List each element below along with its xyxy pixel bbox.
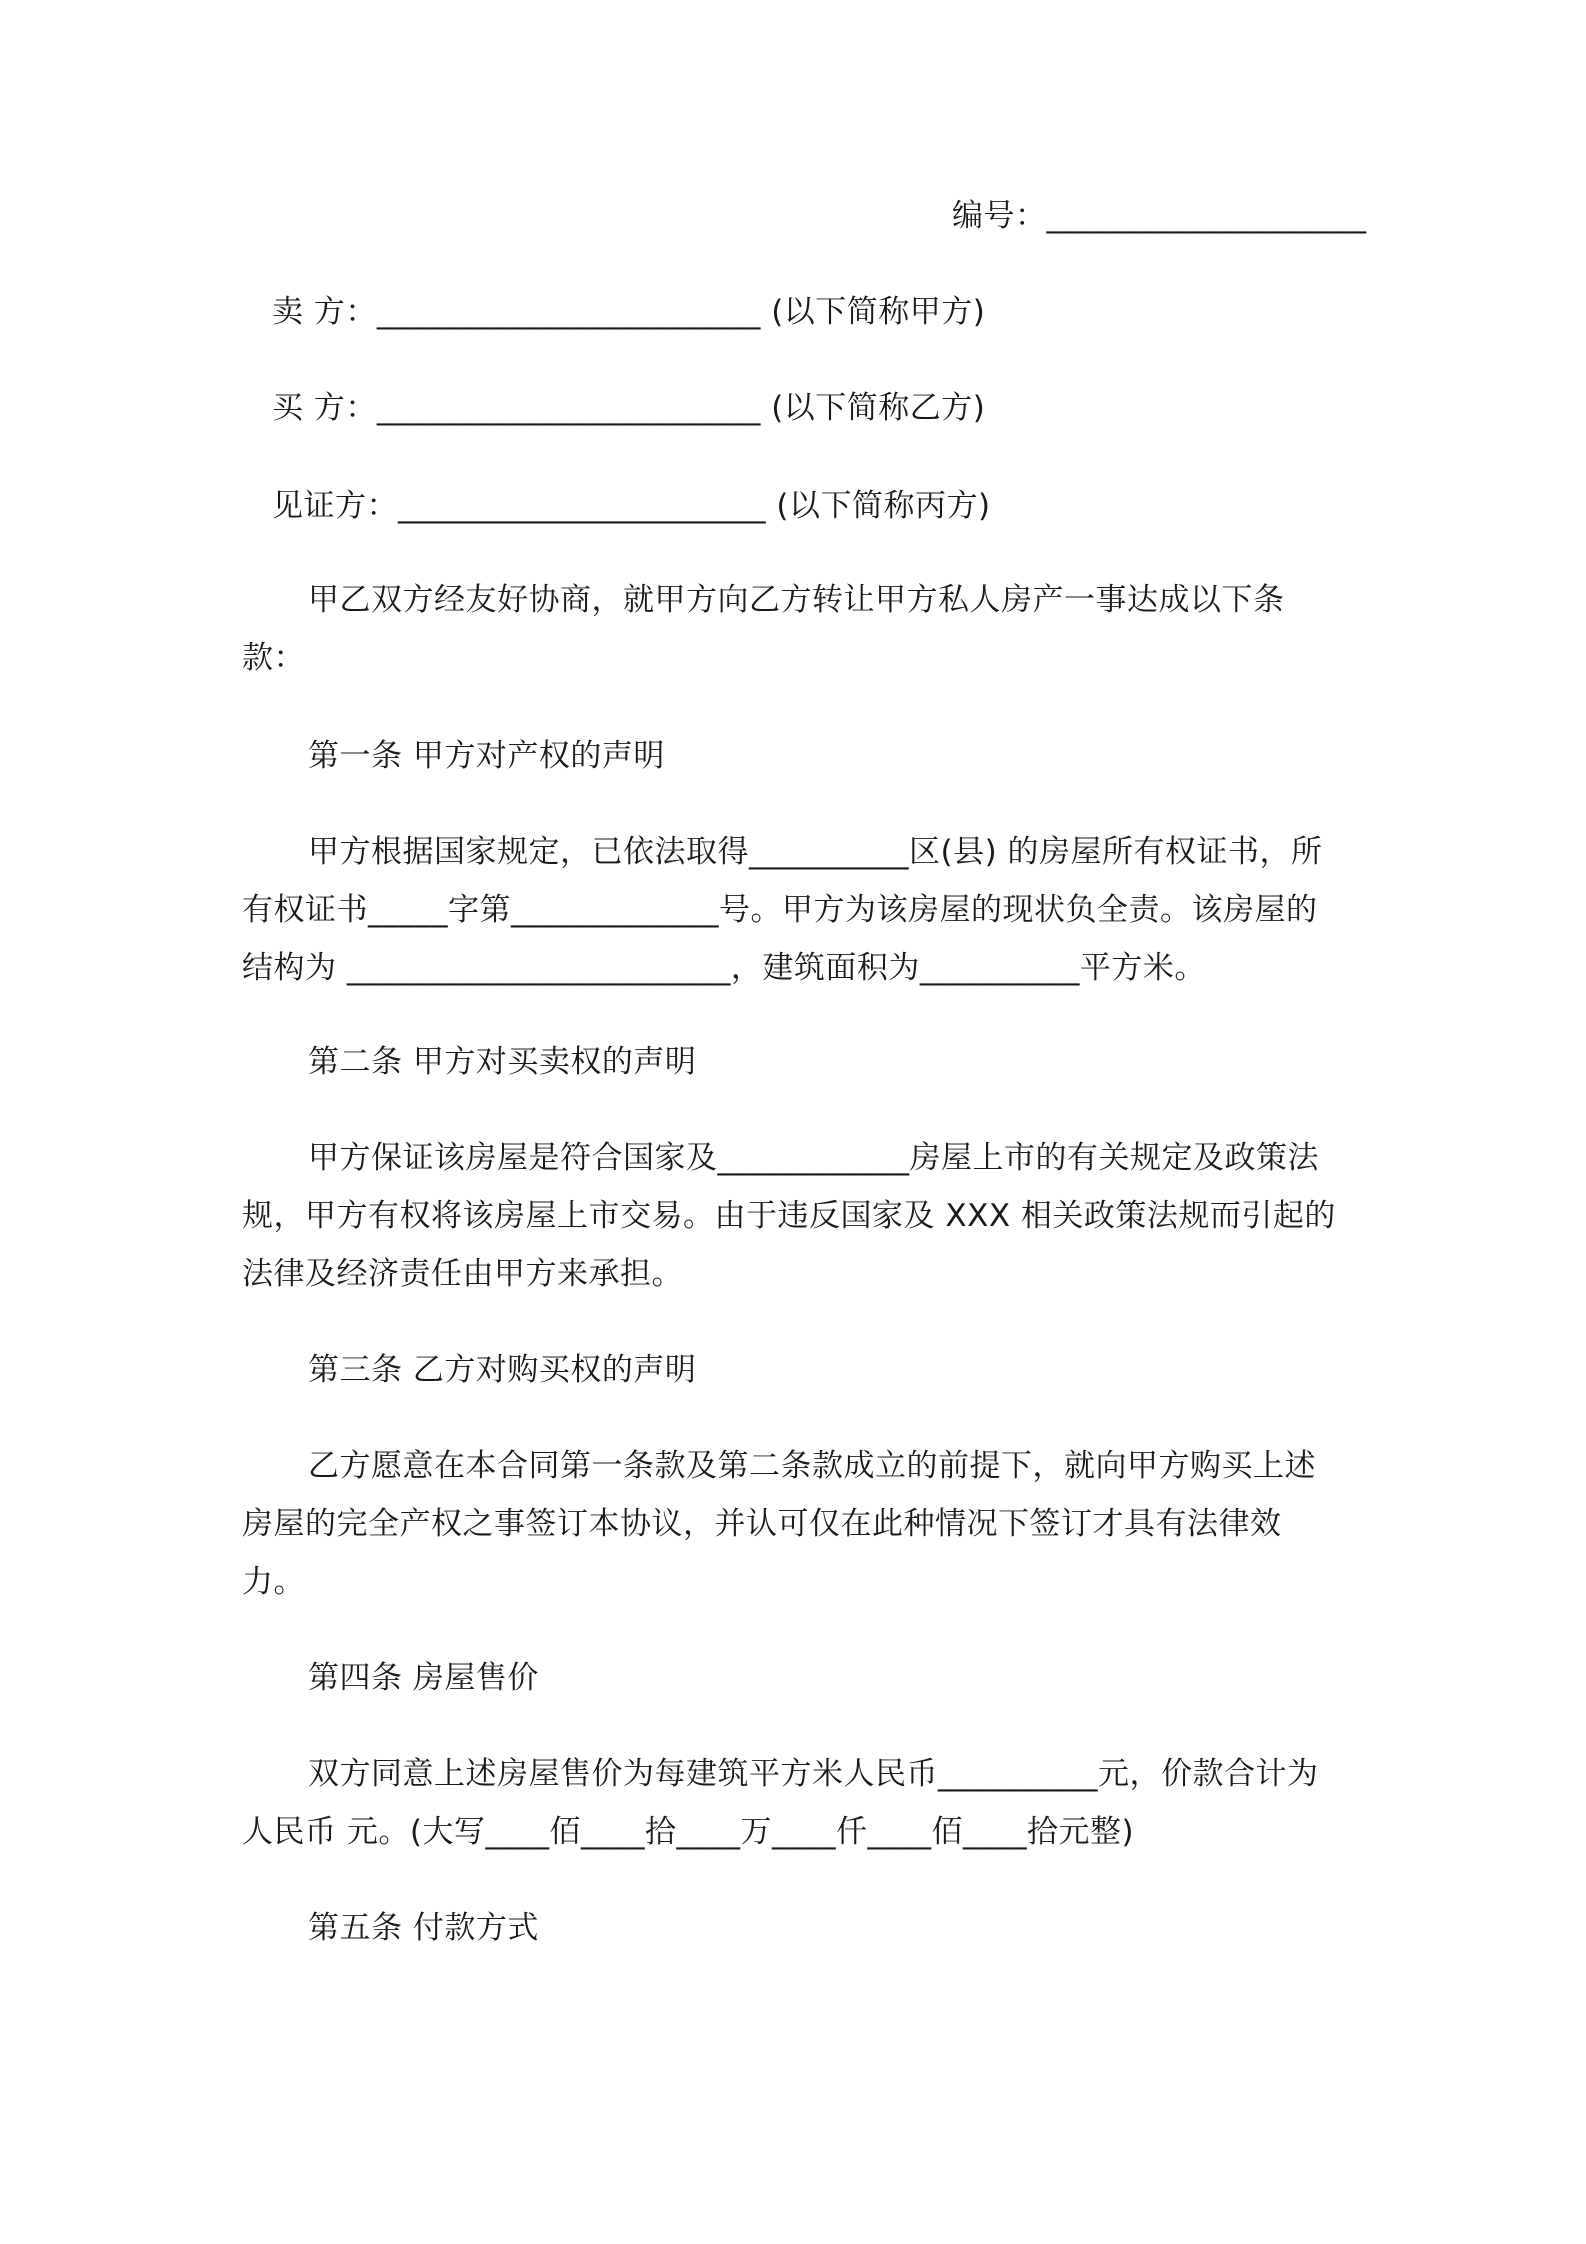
seller-line: 卖 方：________________________ (以下简称甲方) [272, 294, 986, 330]
article-heading: 第四条 房屋售价 [308, 1660, 539, 1696]
intro-line: 甲乙双方经友好协商，就甲方向乙方转让甲方私人房产一事达成以下条 [308, 582, 1285, 618]
article-heading: 第二条 甲方对买卖权的声明 [308, 1044, 697, 1080]
article-body-line: 人民币 元。(大写____佰____拾____万____仟____佰____拾元整) [242, 1814, 1135, 1850]
article-body-line: 力。 [242, 1564, 305, 1600]
article-body-line: 结构为 ________________________，建筑面积为__________平方米。 [242, 950, 1206, 986]
article-body-line: 甲方根据国家规定，已依法取得__________区(县) 的房屋所有权证书，所 [308, 834, 1323, 870]
article-body-line: 有权证书_____字第_____________号。甲方为该房屋的现状负全责。该房屋的 [242, 892, 1318, 928]
buyer-line: 买 方：________________________ (以下简称乙方) [272, 390, 986, 426]
article-heading: 第一条 甲方对产权的声明 [308, 738, 665, 774]
article-heading: 第五条 付款方式 [308, 1910, 539, 1946]
intro-line: 款： [242, 640, 305, 676]
article-body-line: 甲方保证该房屋是符合国家及____________房屋上市的有关规定及政策法 [308, 1140, 1319, 1176]
witness-line: 见证方：_______________________ (以下简称丙方) [272, 488, 991, 524]
serial-number-line: 编号：____________________ [952, 198, 1367, 234]
article-body-line: 双方同意上述房屋售价为每建筑平方米人民币__________元，价款合计为 [308, 1756, 1319, 1792]
article-body-line: 规，甲方有权将该房屋上市交易。由于违反国家及 XXX 相关政策法规而引起的 [242, 1198, 1336, 1234]
article-body-line: 乙方愿意在本合同第一条款及第二条款成立的前提下，就向甲方购买上述 [308, 1448, 1316, 1484]
article-heading: 第三条 乙方对购买权的声明 [308, 1352, 697, 1388]
article-body-line: 法律及经济责任由甲方来承担。 [242, 1256, 683, 1292]
article-body-line: 房屋的完全产权之事签订本协议，并认可仅在此种情况下签订才具有法律效 [242, 1506, 1282, 1542]
